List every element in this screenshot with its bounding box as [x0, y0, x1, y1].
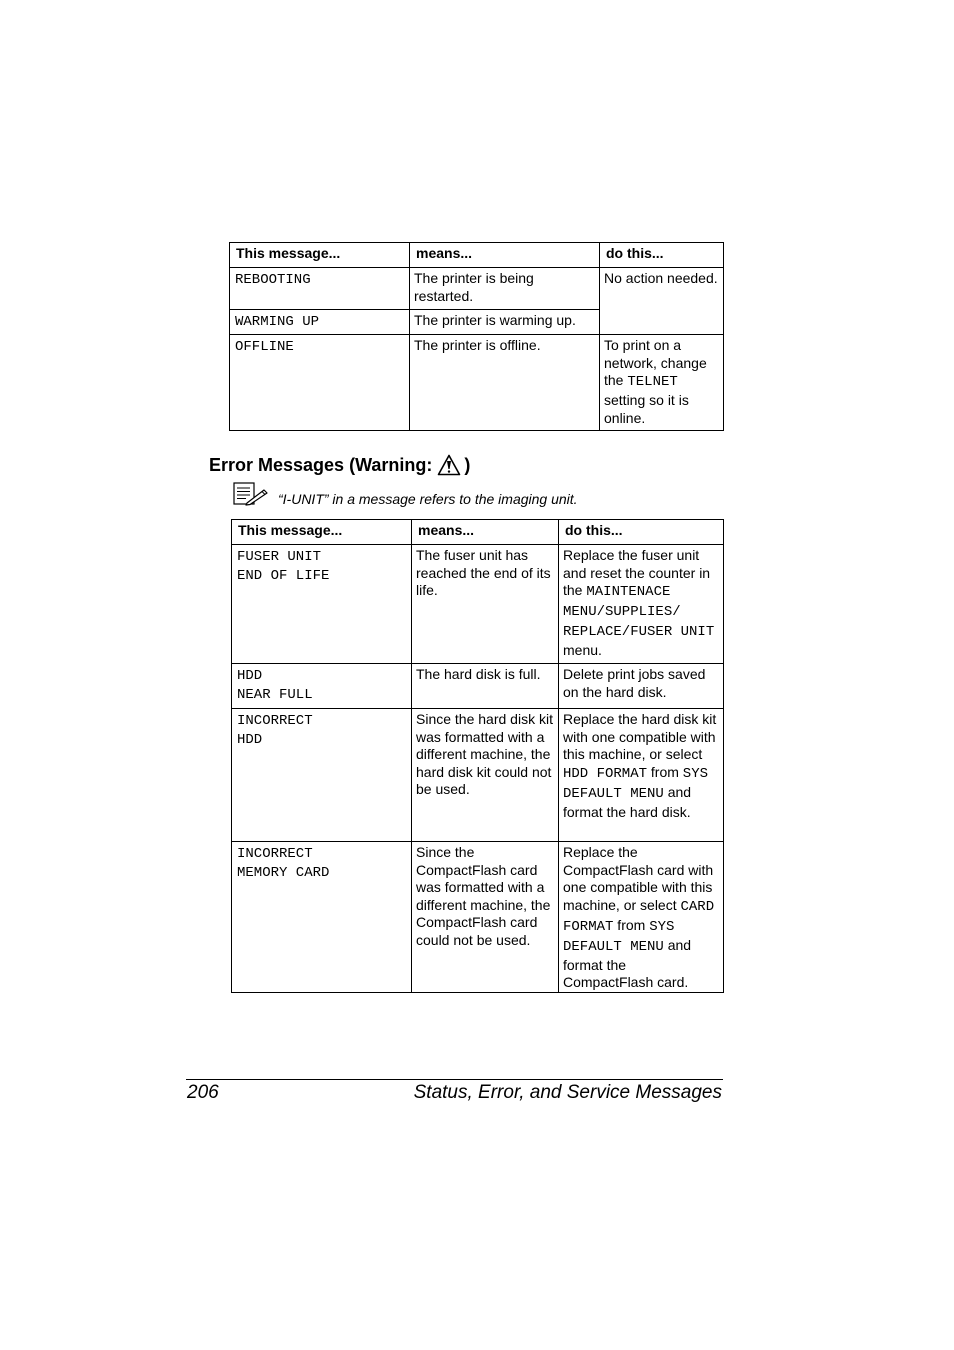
action-cell: Replace the hard disk kit with one compatible with this machine, or select HDD FORMAT from SYS DEFAULT MENU and format the hard disk.: [559, 709, 724, 842]
action-cell: Replace the fuser unit and reset the counter in the MAINTENACE MENU/SUPPLIES/ REPLACE/FUSER UNIT menu.: [559, 545, 724, 664]
status-messages-table: [229, 242, 724, 431]
error-messages-table: [231, 519, 724, 993]
means-cell: Since the CompactFlash card was formatted with a different machine, the CompactFlash card could not be used.: [412, 842, 559, 993]
note-text: “I-UNIT” in a message refers to the imaging unit.: [278, 491, 578, 507]
message-cell: HDD NEAR FULL: [232, 664, 412, 709]
note-pencil-icon: [233, 482, 269, 506]
column-header: do this...: [600, 243, 724, 268]
means-cell: Since the hard disk kit was formatted with a different machine, the hard disk kit could not be used.: [412, 709, 559, 842]
message-cell: INCORRECT HDD: [232, 709, 412, 842]
message-cell: INCORRECT MEMORY CARD: [232, 842, 412, 993]
column-header: means...: [412, 520, 559, 545]
message-cell: OFFLINE: [230, 335, 410, 431]
table-row: [232, 545, 724, 664]
table-row: [232, 842, 724, 993]
heading-text: Error Messages (Warning:: [209, 454, 433, 475]
column-header: This message...: [230, 243, 410, 268]
section-heading: [209, 454, 470, 476]
means-cell: The hard disk is full.: [412, 664, 559, 709]
action-cell: To print on a network, change the TELNET setting so it is online.: [600, 335, 724, 431]
column-header: do this...: [559, 520, 724, 545]
table-row: [232, 709, 724, 842]
action-cell: No action needed.: [600, 268, 724, 335]
chapter-title: Status, Error, and Service Messages: [413, 1082, 722, 1103]
heading-suffix: ): [464, 454, 471, 475]
action-cell: Delete print jobs saved on the hard disk.: [559, 664, 724, 709]
action-cell: Replace the CompactFlash card with one compatible with this machine, or select CARD FORMAT from SYS DEFAULT MENU and format the CompactFlash card.: [559, 842, 724, 993]
column-header: This message...: [232, 520, 412, 545]
table-row: [232, 664, 724, 709]
footer-rule: [186, 1079, 723, 1080]
message-cell: WARMING UP: [230, 310, 410, 335]
means-cell: The printer is warming up.: [410, 310, 600, 335]
table-row: [230, 268, 724, 310]
table-header-row: [230, 243, 724, 268]
page-number: 206: [187, 1082, 219, 1103]
means-cell: The fuser unit has reached the end of its life.: [412, 545, 559, 664]
table-row: [230, 335, 724, 431]
means-cell: The printer is being restarted.: [410, 268, 600, 310]
message-cell: FUSER UNIT END OF LIFE: [232, 545, 412, 664]
warning-triangle-icon: [437, 454, 461, 476]
column-header: means...: [410, 243, 600, 268]
means-cell: The printer is offline.: [410, 335, 600, 431]
message-cell: REBOOTING: [230, 268, 410, 310]
table-header-row: [232, 520, 724, 545]
